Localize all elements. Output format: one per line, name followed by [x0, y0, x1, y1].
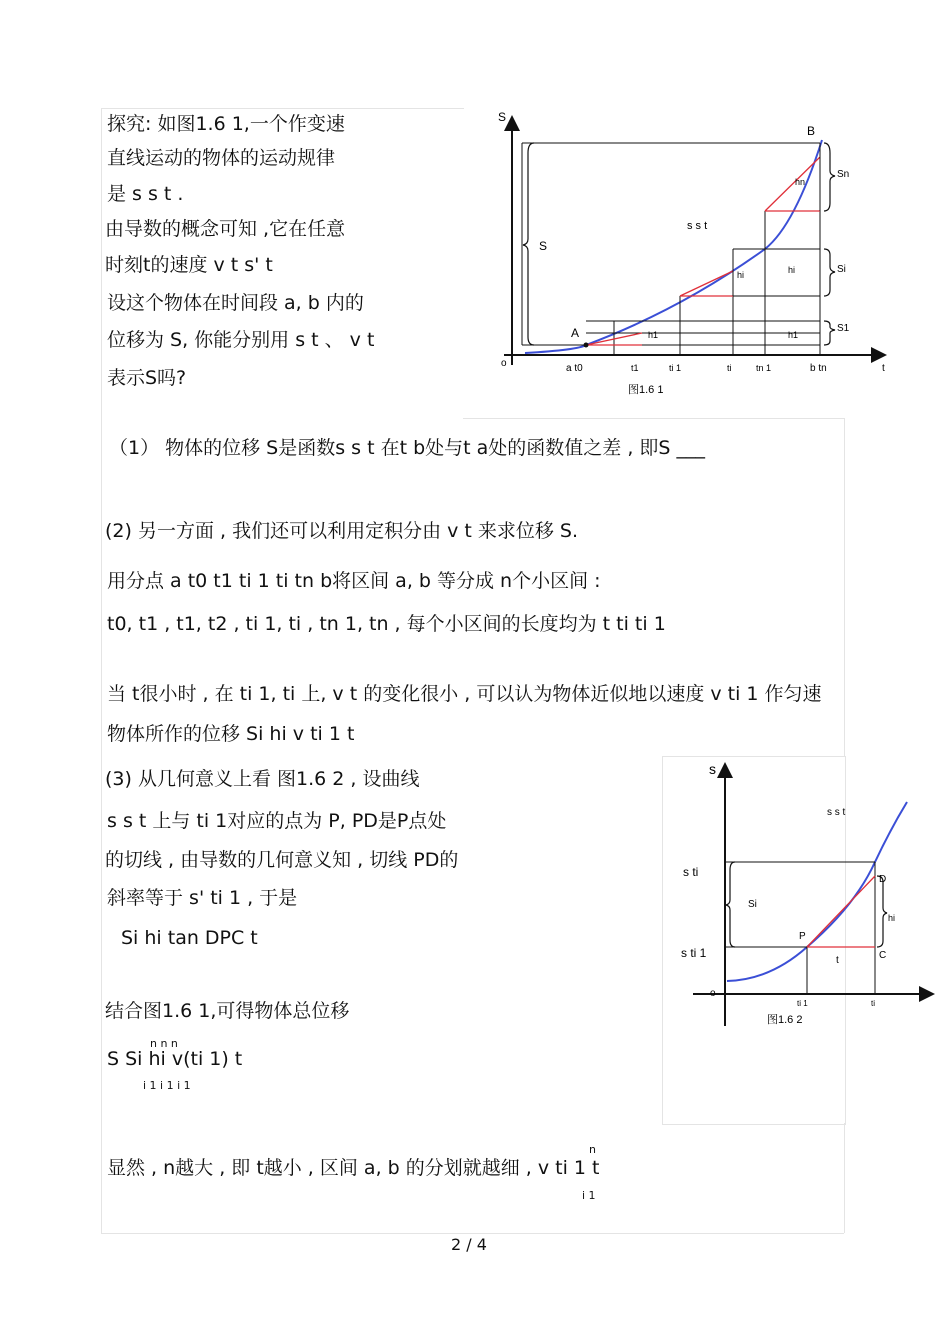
fig1-axis-t: t [882, 363, 885, 374]
fig1-curve-label: s s t [687, 220, 708, 232]
para-2: (2) 另一方面 , 我们还可以利用定积分由 v t 来求位移 S. [105, 520, 579, 542]
fig1-tick-t1: t1 [631, 363, 639, 373]
fig1-tick-tn1: tn 1 [756, 363, 772, 373]
limit-sum-lower: i 1 [582, 1189, 596, 1202]
intro-line-6: 设这个物体在时间段 a, b 内的 [107, 292, 364, 314]
intro-line-7: 位移为 S, 你能分别用 s t 、 v t [107, 329, 375, 351]
intro-line-1: 探究: 如图1.6 1,一个作变速 [107, 113, 345, 135]
para-14: 显然 , n越大 , 即 t越小 , 区间 a, b 的分划就越细 , v ti 1 t [107, 1157, 600, 1179]
fig1-label-h1b: h1 [788, 330, 799, 340]
limit-sum-upper: n [589, 1143, 596, 1156]
para-10: 斜率等于 s' ti 1 , 于是 [107, 887, 298, 909]
fig2-axis-s: s [709, 761, 716, 777]
para-8: s s t 上与 ti 1对应的点为 P, PD是P点处 [107, 810, 447, 832]
fig2-label-hi: hi [888, 913, 896, 923]
fig2-label-sti: s ti [683, 865, 699, 879]
fig1-tick-b: b tn [810, 363, 827, 374]
total-displacement-formula: S Si hi v(ti 1) t [107, 1048, 243, 1070]
fig2-label-sti1: s ti 1 [681, 946, 707, 960]
fig2-point-c: C [879, 950, 887, 961]
para-11: Si hi tan DPC t [121, 927, 258, 949]
para-7: (3) 从几何意义上看 图1.6 2 , 设曲线 [105, 768, 420, 790]
fig2-curve-label: s s t [827, 807, 846, 818]
para-1: （1） 物体的位移 S是函数s s t 在t b处与t a处的函数值之差 , 即S ___ [109, 437, 705, 459]
right-rule-bottom [844, 1123, 845, 1233]
fig1-tick-ti: ti [727, 363, 732, 373]
fig1-tick-ti1: ti 1 [669, 363, 682, 373]
intro-line-2: 直线运动的物体的运动规律 [107, 147, 336, 169]
sum-upper-limits: n n n [150, 1037, 178, 1050]
page-number: 2 / 4 [451, 1235, 487, 1254]
intro-line-4: 由导数的概念可知 ,它在任意 [105, 218, 346, 240]
fig1-caption: 图1.6 1 [628, 384, 664, 396]
para-4: t0, t1 , t1, t2 , ti 1, ti , tn 1, tn , 每个小区间的长度均为 t ti ti 1 [107, 613, 666, 635]
para-3: 用分点 a t0 t1 ti 1 ti tn b将区间 a, b 等分成 n个小区间 : [107, 570, 601, 592]
intro-line-5: 时刻t的速度 v t s' t [105, 254, 273, 276]
para-9: 的切线 , 由导数的几何意义知 , 切线 PD的 [105, 849, 459, 871]
intro-line-3: 是 s s t . [107, 183, 184, 205]
fig2-label-si: Si [748, 899, 757, 910]
figure-1-6-2 [675, 758, 940, 1033]
fig2-tick-ti: ti [871, 999, 875, 1008]
para-5: 当 t很小时 , 在 ti 1, ti 上, v t 的变化很小 , 可以认为物体近似地以速度 v ti 1 作匀速 [107, 683, 822, 705]
fig1-point-a: A [571, 326, 580, 340]
fig1-label-h1: h1 [648, 330, 659, 340]
figure1-box [463, 418, 845, 419]
fig1-label-hi2: hi [788, 265, 796, 275]
fig2-label-dt: t [836, 955, 839, 966]
sum-lower-limits: i 1 i 1 i 1 [143, 1079, 191, 1092]
fig2-point-d: D [879, 874, 887, 885]
fig1-axis-s: S [498, 110, 507, 124]
right-rule-top [844, 418, 845, 756]
intro-line-8: 表示S吗? [107, 367, 187, 389]
para-12: 结合图1.6 1,可得物体总位移 [105, 1000, 350, 1022]
left-rule [101, 108, 102, 1233]
figure-1-6-1 [490, 105, 900, 405]
fig1-brace-s-label: S [539, 239, 548, 253]
fig2-tick-ti1: ti 1 [797, 999, 808, 1008]
fig1-label-s1: S1 [837, 323, 850, 334]
fig2-point-p: P [799, 931, 806, 942]
para-6: 物体所作的位移 Si hi v ti 1 t [107, 723, 355, 745]
fig1-label-hn: hn [795, 177, 806, 187]
fig1-origin: o [501, 358, 507, 369]
fig1-label-hi: hi [737, 270, 745, 280]
fig1-label-sn: Sn [837, 169, 850, 180]
fig2-caption: 图1.6 2 [767, 1014, 803, 1026]
fig1-tick-a: a t0 [566, 363, 583, 374]
fig2-origin: o [710, 988, 716, 999]
fig1-label-si: Si [837, 264, 846, 275]
fig1-point-b: B [807, 124, 816, 138]
